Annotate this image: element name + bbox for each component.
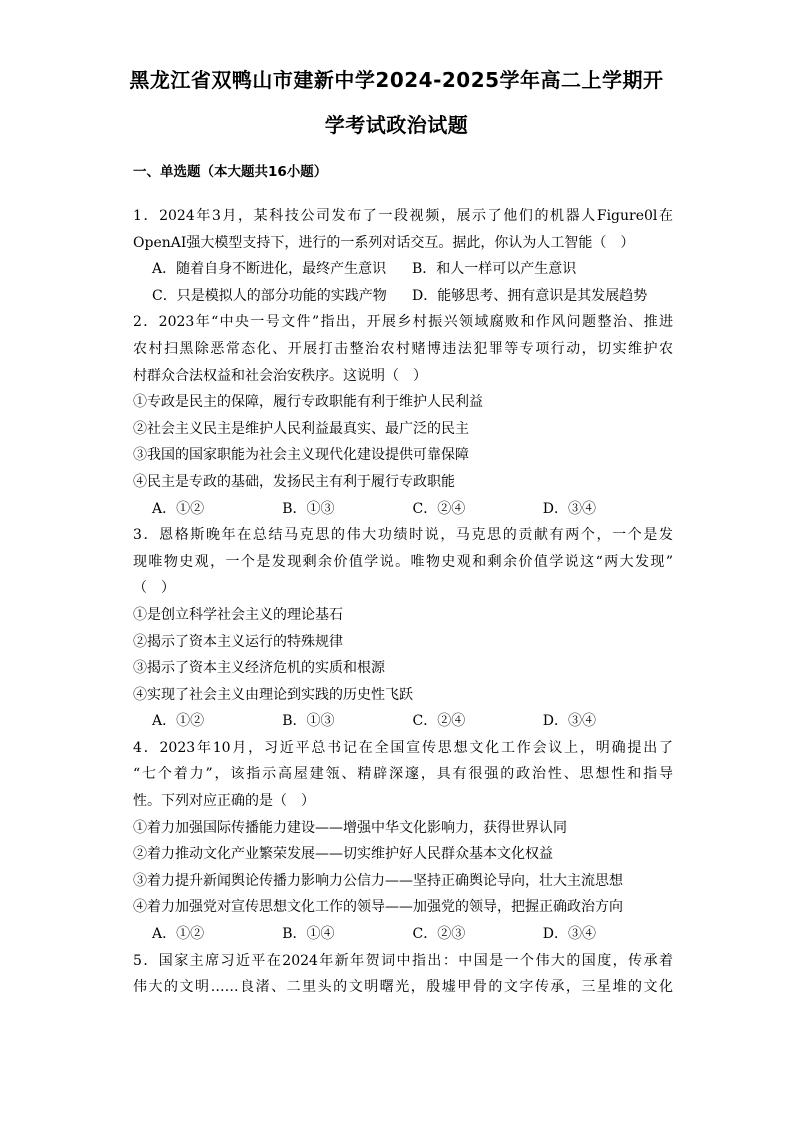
question-stem-line: 农村扫黑除恶常态化、开展打击整治农村赌博违法犯罪等专项行动，切实维护农	[133, 340, 673, 357]
question-stem-line: “七个着力”，该指示高屋建瓴、精辟深邃，具有很强的政治性、思想性和指导	[133, 766, 673, 783]
question-stem-line: OpenAI强大模型支持下，进行的一系列对话交互。据此，你认为人工智能（ ）	[133, 234, 635, 251]
question-stem-line: 3．恩格斯晚年在总结马克思的伟大功绩时说，马克思的贡献有两个，一个是发	[133, 527, 673, 544]
question-5	[133, 948, 673, 1001]
answer-option[interactable]: B．①③	[282, 713, 335, 730]
answer-options-row	[133, 256, 673, 283]
statement-item: ①是创立科学社会主义的理论基石	[133, 606, 343, 623]
statement-item: ③我国的国家职能为社会主义现代化建设提供可靠保障	[133, 447, 469, 464]
statement-item: ④实现了社会主义由理论到实践的历史性飞跃	[133, 686, 413, 703]
question-3	[133, 522, 673, 735]
question-stem-line: 1．2024年3月，某科技公司发布了一段视频，展示了他们的机器人Figure0l在	[133, 208, 673, 224]
question-stem-line: 伟大的文明……良渚、二里头的文明曙光，殷墟甲骨的文字传承，三星堆的文化	[133, 979, 673, 996]
question-stem-line: 现唯物史观，一个是发现剩余价值学说。唯物史观和剩余价值学说这“两大发现”	[133, 553, 673, 570]
statement-item: ②社会主义民主是维护人民利益最真实、最广泛的民主	[133, 420, 469, 437]
question-2	[133, 309, 673, 522]
statement-item: ④着力加强党对宣传思想文化工作的领导——加强党的领导，把握正确政治方向	[133, 899, 623, 916]
exam-title-line-2: 学考试政治试题	[324, 113, 469, 137]
question-1	[133, 203, 673, 309]
statement-item: ③着力提升新闻舆论传播力影响力公信力——坚持正确舆论导向，壮大主流思想	[133, 872, 623, 889]
answer-options-row	[133, 496, 673, 523]
answer-option[interactable]: C．②④	[412, 500, 466, 517]
answer-option[interactable]: C．只是模拟人的部分功能的实践产物	[152, 287, 387, 304]
statement-item: ②揭示了资本主义运行的特殊规律	[133, 633, 343, 650]
question-stem-line: 2．2023年“中央一号文件”指出，开展乡村振兴领域腐败和作风问题整治、推进	[133, 314, 673, 331]
exam-title-line-1: 黑龙江省双鸭山市建新中学2024-2025学年高二上学期开	[129, 68, 664, 92]
section-heading: 一、单选题（本大题共16小题）	[133, 164, 328, 180]
answer-option[interactable]: D．能够思考、拥有意识是其发展趋势	[412, 287, 648, 304]
answer-option[interactable]: B．①③	[282, 500, 335, 517]
question-stem-line: 村群众合法权益和社会治安秩序。这说明（ ）	[133, 367, 427, 384]
answer-option[interactable]: B．和人一样可以产生意识	[412, 261, 577, 278]
statement-item: ②着力推动文化产业繁荣发展——切实维护好人民群众基本文化权益	[133, 846, 553, 863]
answer-option[interactable]: D．③④	[542, 713, 596, 730]
answer-options-row	[133, 708, 673, 735]
answer-option[interactable]: A．随着自身不断进化，最终产生意识	[152, 261, 387, 278]
answer-options-row	[133, 921, 673, 948]
statement-item: ①专政是民主的保障，履行专政职能有利于维护人民利益	[133, 394, 483, 411]
answer-options-row	[133, 283, 673, 310]
answer-option[interactable]: C．②③	[412, 926, 466, 943]
answer-option[interactable]: A．①②	[152, 713, 205, 730]
question-stem-line: （ ）	[133, 580, 175, 597]
answer-option[interactable]: A．①②	[152, 500, 205, 517]
statement-item: ④民主是专政的基础，发扬民主有利于履行专政职能	[133, 473, 455, 490]
answer-option[interactable]: B．①④	[282, 926, 335, 943]
statement-item: ①着力加强国际传播能力建设——增强中华文化影响力，获得世界认同	[133, 819, 567, 836]
question-stem-line: 性。下列对应正确的是（ ）	[133, 793, 315, 810]
question-stem-line: 5．国家主席习近平在2024年新年贺词中指出：中国是一个伟大的国度，传承着	[133, 952, 673, 969]
question-list	[133, 203, 673, 1001]
statement-item: ③揭示了资本主义经济危机的实质和根源	[133, 660, 385, 677]
question-stem-line: 4．2023年10月，习近平总书记在全国宣传思想文化工作会议上，明确提出了	[133, 739, 673, 756]
answer-option[interactable]: C．②④	[412, 713, 466, 730]
question-4	[133, 735, 673, 948]
answer-option[interactable]: A．①②	[152, 926, 205, 943]
answer-option[interactable]: D．③④	[542, 926, 596, 943]
answer-option[interactable]: D．③④	[542, 500, 596, 517]
